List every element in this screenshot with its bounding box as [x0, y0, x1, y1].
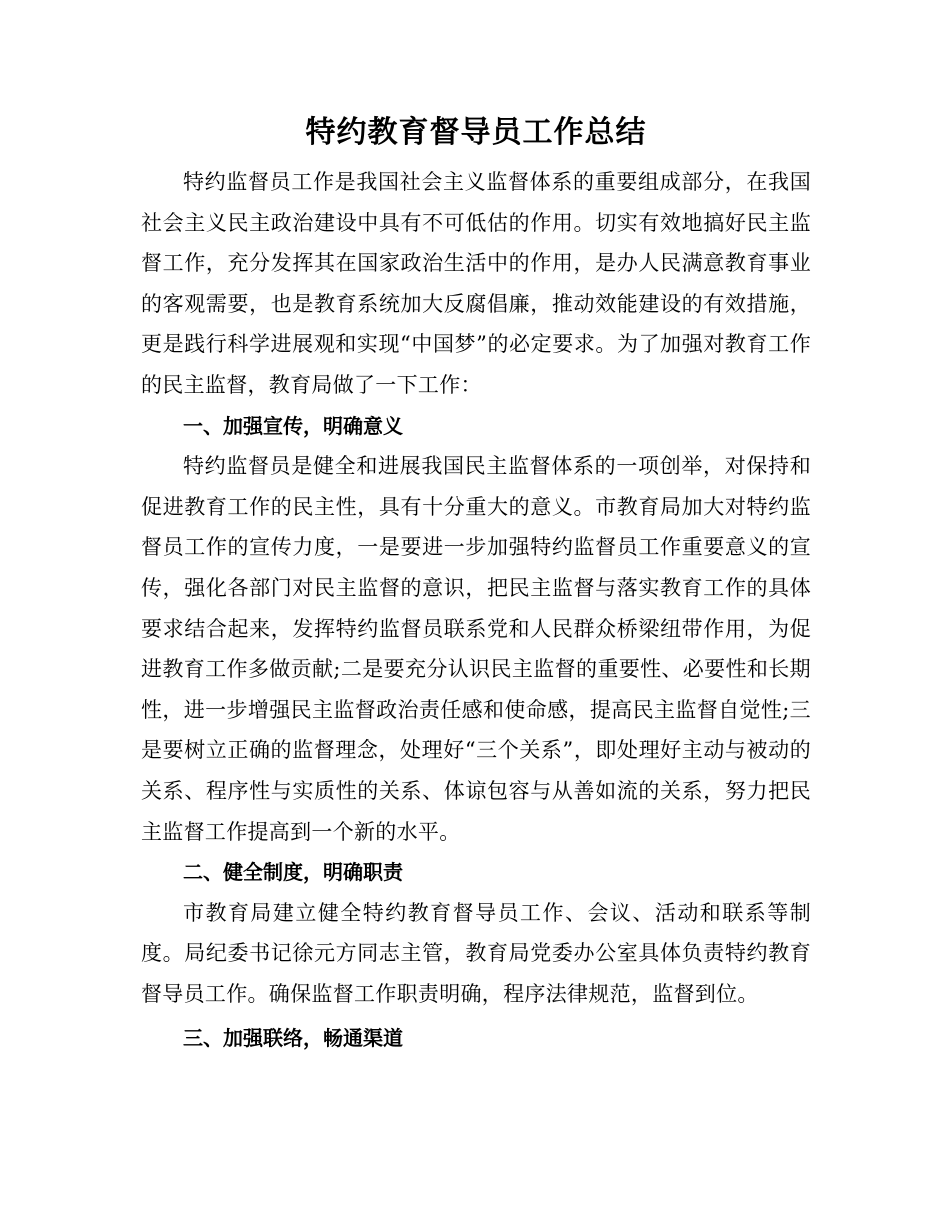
document-body	[141, 110, 811, 1059]
document-title: 特约教育督导员工作总结	[305, 115, 647, 150]
section-heading-1: 一、加强宣传，明确意义	[183, 413, 403, 438]
intro-paragraph: 特约监督员工作是我国社会主义监督体系的重要组成部分，在我国社会主义民主政治建设中具有不可低估的作用。切实有效地搞好民主监督工作，充分发挥其在国家政治生活中的作用，是办人民满意教育事业的客观需要，也是教育系统加大反腐倡廉，推动效能建设的有效措施，更是践行科学进展观和实现“中国梦”的必定要求。为了加强对教育工作的民主监督，教育局做了一下工作：	[141, 170, 811, 397]
section-heading-3: 三、加强联络，畅通渠道	[183, 1026, 403, 1051]
section-heading-2: 二、健全制度，明确职责	[183, 860, 403, 885]
section-body-2: 市教育局建立健全特约教育督导员工作、会议、活动和联系等制度。局纪委书记徐元方同志主管，教育局党委办公室具体负责特约教育督导员工作。确保监督工作职责明确，程序法律规范，监督到位。	[141, 900, 811, 1006]
section-body-1: 特约监督员是健全和进展我国民主监督体系的一项创举，对保持和促进教育工作的民主性，具有十分重大的意义。市教育局加大对特约监督员工作的宣传力度，一是要进一步加强特约监督员工作重要意义的宣传，强化各部门对民主监督的意识，把民主监督与落实教育工作的具体要求结合起来，发挥特约监督员联系党和人民群众桥梁纽带作用，为促进教育工作多做贡献;二是要充分认识民主监督的重要性、必要性和长期性，进一步增强民主监督政治责任感和使命感，提高民主监督自觉性;三是要树立正确的监督理念，处理好“三个关系”，即处理好主动与被动的关系、程序性与实质性的关系、体谅包容与从善如流的关系，努力把民主监督工作提高到一个新的水平。	[141, 454, 811, 844]
